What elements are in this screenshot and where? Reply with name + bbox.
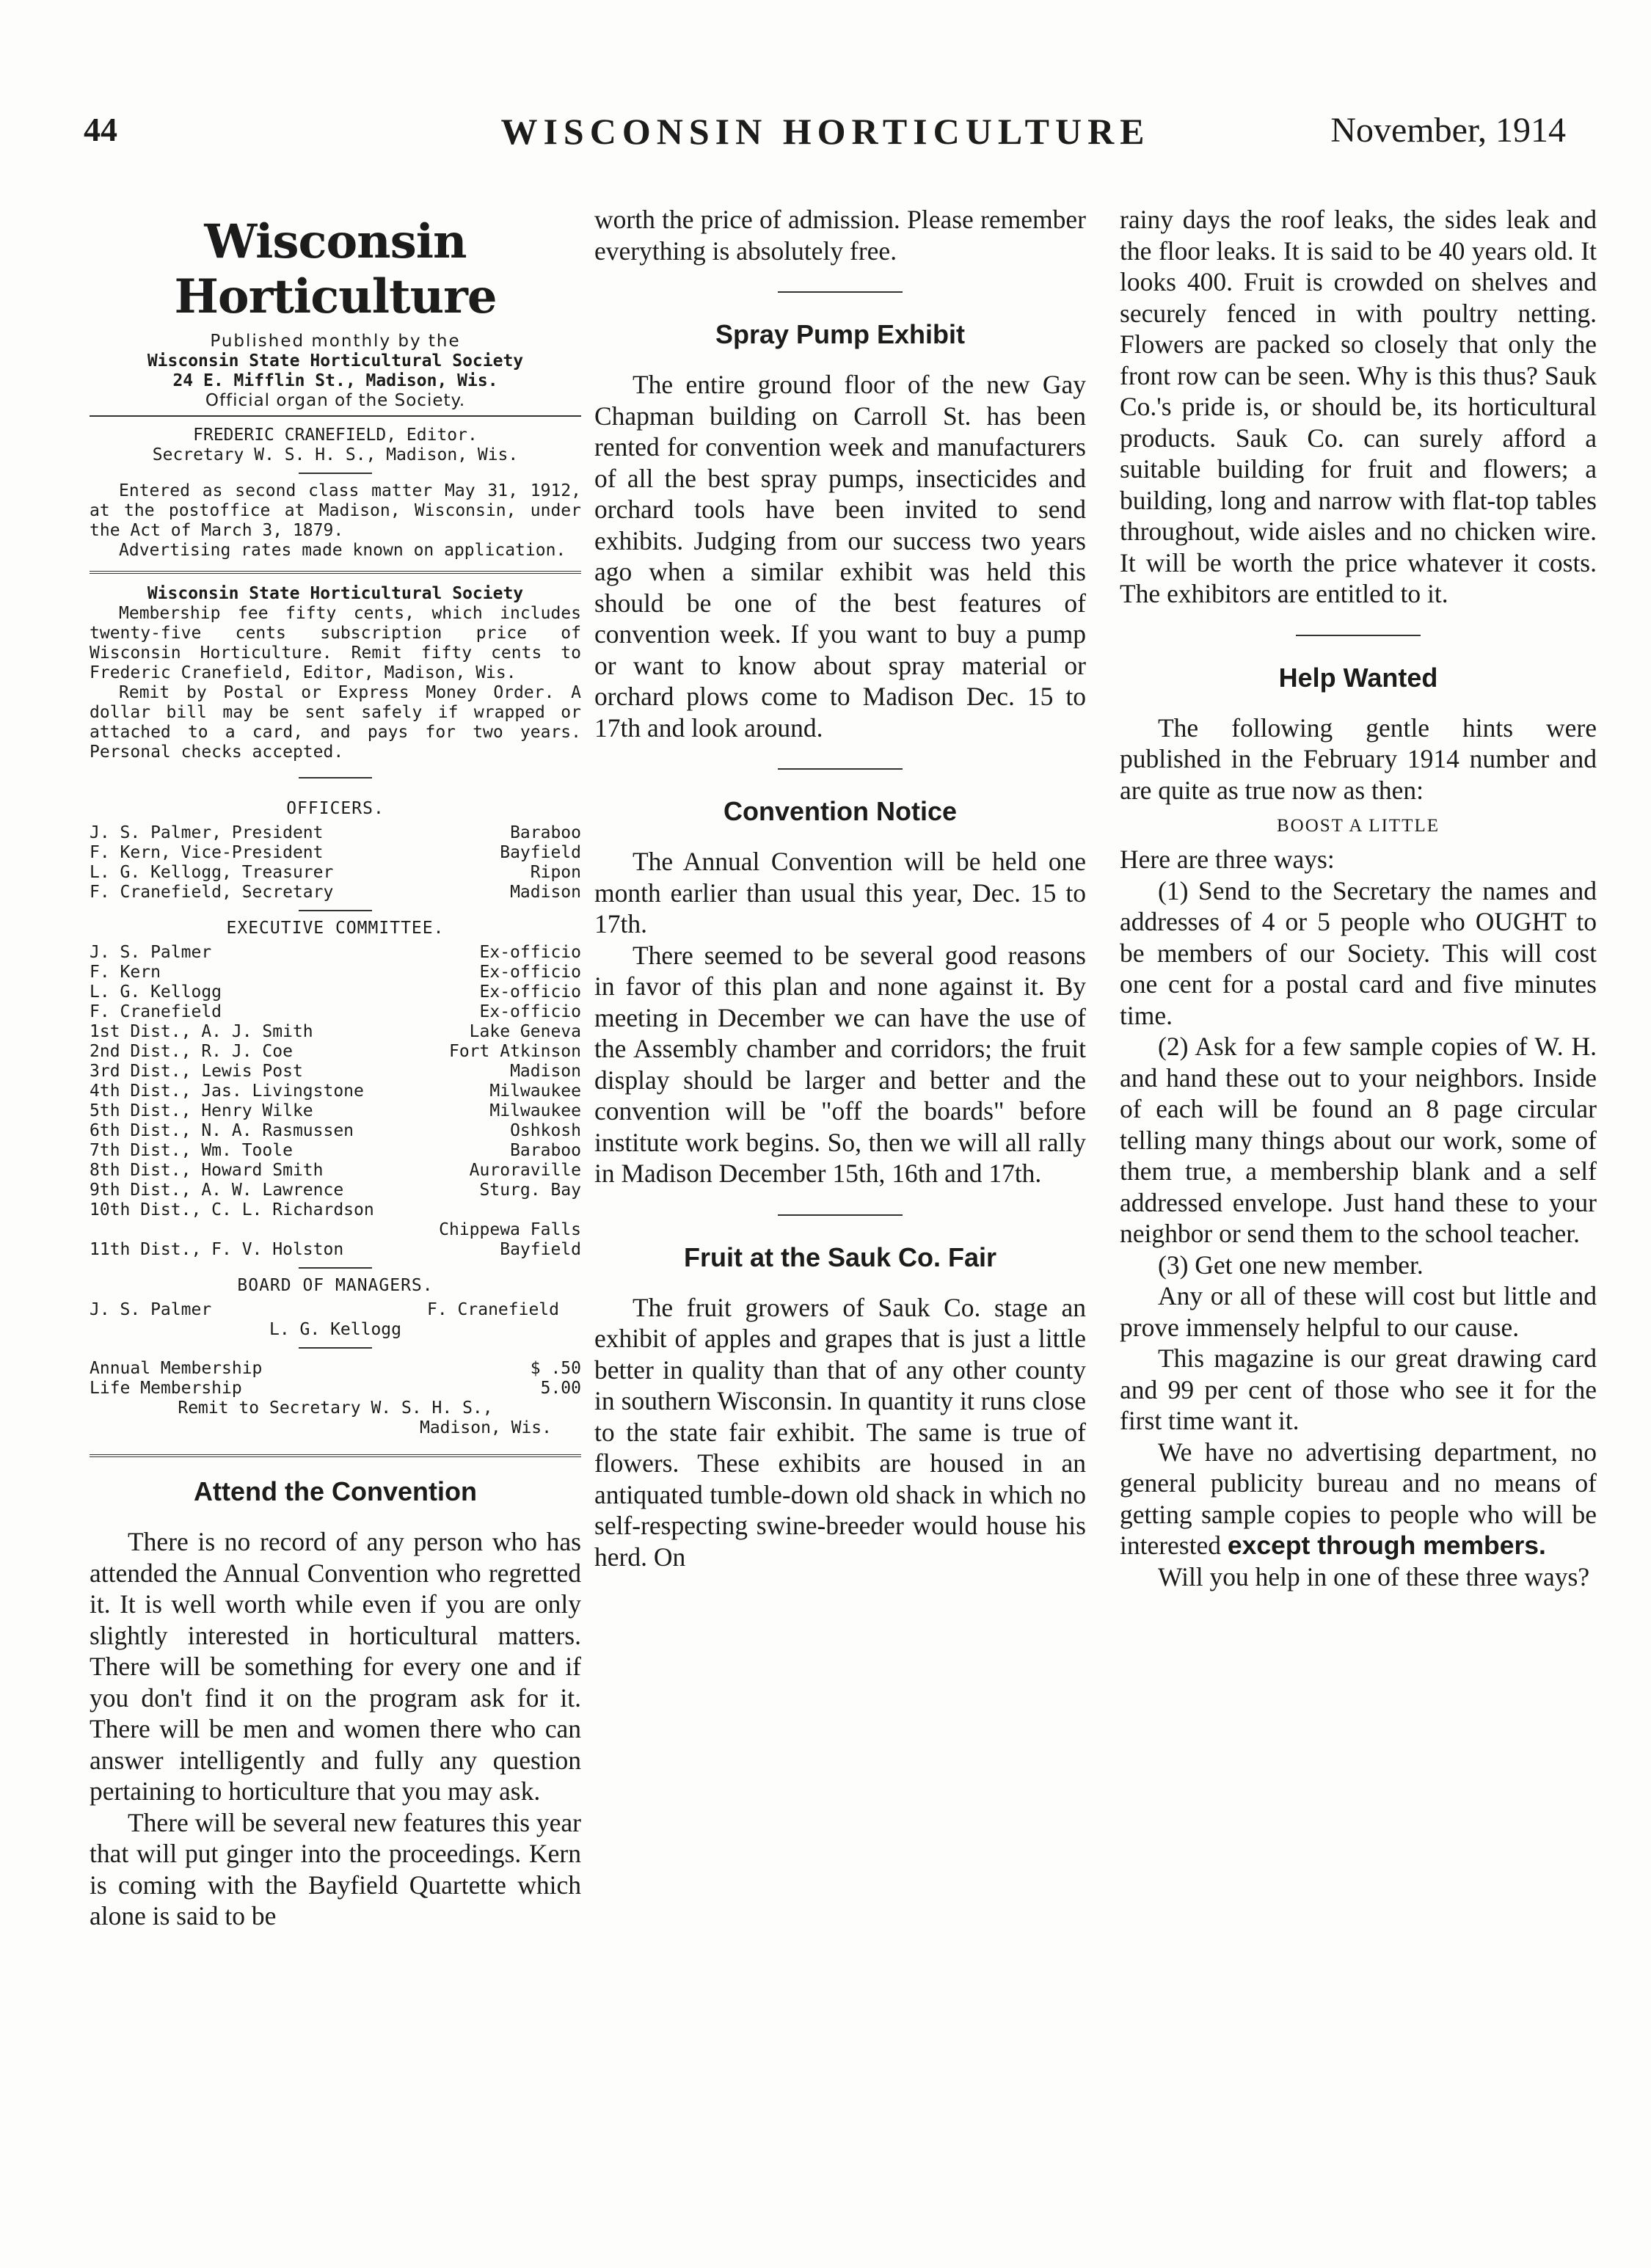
exec-row: 6th Dist., N. A. Rasmussen Oshkosh — [90, 1121, 581, 1140]
journal-title: WISCONSIN HORTICULTURE — [500, 111, 1151, 152]
article-attend — [90, 1476, 581, 1932]
exec-row: 9th Dist., A. W. Lawrence Sturg. Bay — [90, 1181, 581, 1200]
board-title: BOARD OF MANAGERS. — [237, 1276, 434, 1295]
divider — [90, 571, 581, 574]
exec-row: 5th Dist., Henry Wilke Milwaukee — [90, 1101, 581, 1120]
issue-date: November, 1914 — [1330, 111, 1566, 150]
officers-list — [90, 823, 581, 903]
convention-paragraph: The Annual Convention will be held one month earlier than usual this year, Dec. 15 to 17th. — [594, 847, 1086, 938]
divider — [299, 777, 372, 779]
masthead: Wisconsin Horticulture — [174, 214, 497, 324]
spray-paragraph: The entire ground floor of the new Gay Chapman building on Carroll St. has been rented for convention week and manufacturers of all the best spray pumps, insecticides and orchard tools have been invited to send exhibits. Judging from our success two years ago when a similar exhibit was held this should be one of the best features of convention week. If you want to buy a pump or want to know about spray material or orchard plows come to Madison Dec. 15 to 17th and look around. — [594, 370, 1086, 743]
officer-row: F. Kern, Vice-President Bayfield — [90, 843, 581, 862]
way-item: (3) Get one new member. — [1158, 1250, 1424, 1280]
exec-row: 3rd Dist., Lewis Post Madison — [90, 1062, 581, 1081]
divider — [299, 1347, 372, 1349]
divider — [299, 1267, 372, 1269]
membership-title: Wisconsin State Horticultural Society — [147, 584, 524, 603]
spray-heading: Spray Pump Exhibit — [715, 319, 966, 349]
divider — [90, 1454, 581, 1457]
board-row: J. S. Palmer F. Cranefield — [90, 1300, 559, 1319]
convention-heading: Convention Notice — [723, 796, 957, 826]
address-line: 24 E. Mifflin St., Madison, Wis. — [172, 371, 498, 390]
exec-row: Chippewa Falls — [439, 1220, 581, 1239]
exec-row: F. Cranefield Ex-officio — [90, 1002, 581, 1021]
divider — [778, 768, 903, 770]
editor-line: FREDERIC CRANEFIELD, Editor. — [193, 426, 478, 445]
column-middle — [594, 204, 1086, 1572]
closing-paragraph: This magazine is our great drawing card and 99 per cent of those who see it for the first time want it. — [1120, 1343, 1597, 1435]
boost-heading: BOOST A LITTLE — [1277, 816, 1440, 836]
exec-row: 4th Dist., Jas. Livingstone Milwaukee — [90, 1082, 581, 1101]
continued-text: worth the price of admission. Please remember everything is absolutely free. — [594, 205, 1086, 266]
exec-row: F. Kern Ex-officio — [90, 963, 581, 982]
page-number: 44 — [84, 111, 117, 148]
divider — [299, 910, 372, 911]
officer-row: J. S. Palmer, President Baraboo — [90, 823, 581, 842]
help-paragraph: The following gentle hints were published in the February 1914 number and are quite as true now as then: — [1120, 712, 1597, 805]
way-item: (1) Send to the Secretary the names and addresses of 4 or 5 people who OUGHT to be members of our Society. This will cost one cent for a postal card and five minutes time. — [1120, 875, 1597, 1030]
exec-row: J. S. Palmer Ex-officio — [90, 943, 581, 962]
fruit-paragraph: The fruit growers of Sauk Co. stage an exhibit of apples and grapes that is just a little better in quality than that of any other county in southern Wisconsin. In quantity it runs close to the state fair exhibit. The same is true of flowers. These exhibits are housed in an antiquated tumble-down old shack in which no self-respecting swine-breeder would house his herd. On — [594, 1292, 1086, 1572]
help-heading: Help Wanted — [1278, 662, 1438, 693]
exec-list — [90, 943, 581, 1260]
remit-place: Madison, Wis. — [419, 1418, 552, 1437]
board-row: L. G. Kellogg — [269, 1320, 401, 1339]
divider — [299, 473, 372, 474]
divider — [90, 415, 581, 417]
exec-row: 1st Dist., A. J. Smith Lake Geneva — [90, 1022, 581, 1041]
emphasis-text: except through members. — [1227, 1531, 1546, 1560]
exec-row: 8th Dist., Howard Smith Auroraville — [90, 1161, 581, 1180]
entered-notice: Entered as second class matter May 31, 1912, at the postoffice at Madison, Wisconsin, under the Act of March 3, 1879. — [90, 481, 581, 540]
secretary-line: Secretary W. S. H. S., Madison, Wis. — [152, 445, 519, 464]
officers-title: OFFICERS. — [286, 799, 384, 818]
column-left — [90, 204, 581, 1932]
closing-paragraph: Will you help in one of these three ways? — [1158, 1561, 1590, 1591]
society-line: Wisconsin State Horticultural Society — [147, 351, 524, 371]
exec-title: EXECUTIVE COMMITTEE. — [226, 919, 445, 938]
life-membership: Life Membership 5.00 — [90, 1379, 581, 1398]
officer-row: L. G. Kellogg, Treasurer Ripon — [90, 863, 581, 882]
running-header — [0, 110, 1651, 169]
continued-text: rainy days the roof leaks, the sides leak and the floor leaks. It is said to be 40 years old. It looks 400. Fruit is crowded on shelves and securely fenced in with poultry netting. Flowers are packed so closely that only the front row can be seen. Why is this thus? Sauk Co.'s pride is, or should be, its horticultural products. Sauk Co. can surely afford a suitable building for fruit and flowers; a building, long and narrow with flat-top tables throughout, wide aisles and no chicken wire. It will be worth the price whatever it costs. The exhibitors are entitled to it. — [1120, 205, 1597, 608]
divider — [778, 291, 903, 293]
membership-text: Membership fee fifty cents, which includes twenty-five cents subscription price of Wisconsin Horticulture. Remit fifty cents to Frederic Cranefield, Editor, Madison, Wis. — [90, 604, 581, 682]
way-item: (2) Ask for a few sample copies of W. H. and hand these out to your neighbors. Inside of each will be found an 8 page circular telling many things about our work, some of them true, a membership blank and a self addressed envelope. Just hand these to your neighbor or send them to the school teacher. — [1120, 1032, 1597, 1248]
divider — [1296, 635, 1421, 636]
convention-paragraph: There seemed to be several good reasons in favor of this plan and none against it. By meeting in December we can have the use of the Assembly chamber and corridors; the fruit display should be larger and better and the convention will be "off the boards" before institute work begins. So, then we will all rally in Madison December 15th, 16th and 17th. — [594, 940, 1086, 1188]
exec-row: L. G. Kellogg Ex-officio — [90, 982, 581, 1002]
ways-intro: Here are three ways: — [1120, 845, 1335, 874]
closing-paragraph: We have no advertising department, no general publicity bureau and no means of getting sample copies to people who will be interested except through members. — [1120, 1437, 1597, 1560]
attend-heading: Attend the Convention — [194, 1476, 477, 1506]
exec-row: 10th Dist., C. L. Richardson — [90, 1200, 374, 1219]
officer-row: F. Cranefield, Secretary Madison — [90, 883, 581, 902]
divider — [778, 1214, 903, 1216]
remit-text: Remit by Postal or Express Money Order. A dollar bill may be sent safely if wrapped or attached to a card, and pays for two years. Personal checks accepted. — [90, 683, 581, 762]
exec-row: 11th Dist., F. V. Holston Bayfield — [90, 1240, 581, 1259]
attend-paragraph: There will be several new features this year that will put ginger into the proceedings. Kern is coming with the Bayfield Quartette which alone is said to be — [90, 1807, 582, 1930]
advertising-notice: Advertising rates made known on application. — [119, 541, 566, 560]
published-line: Published monthly by the — [210, 332, 461, 351]
column-right — [1120, 204, 1597, 1592]
annual-membership: Annual Membership $ .50 — [90, 1359, 581, 1378]
remit-to: Remit to Secretary W. S. H. S., — [178, 1399, 493, 1418]
exec-row: 2nd Dist., R. J. Coe Fort Atkinson — [90, 1042, 581, 1061]
attend-paragraph: There is no record of any person who has attended the Annual Convention who regretted it. It is well worth while even if you are only slightly interested in horticultural matters. There will be something for every one and if you don't find it on the program ask for it. There will be men and women there who can answer intelligently and fully any question pertaining to horticulture that you may ask. — [90, 1527, 581, 1806]
fruit-heading: Fruit at the Sauk Co. Fair — [683, 1241, 997, 1272]
organ-line: Official organ of the Society. — [205, 391, 466, 410]
exec-row: 7th Dist., Wm. Toole Baraboo — [90, 1141, 581, 1160]
closing-paragraph: Any or all of these will cost but little and prove immensely helpful to our cause. — [1120, 1281, 1597, 1342]
